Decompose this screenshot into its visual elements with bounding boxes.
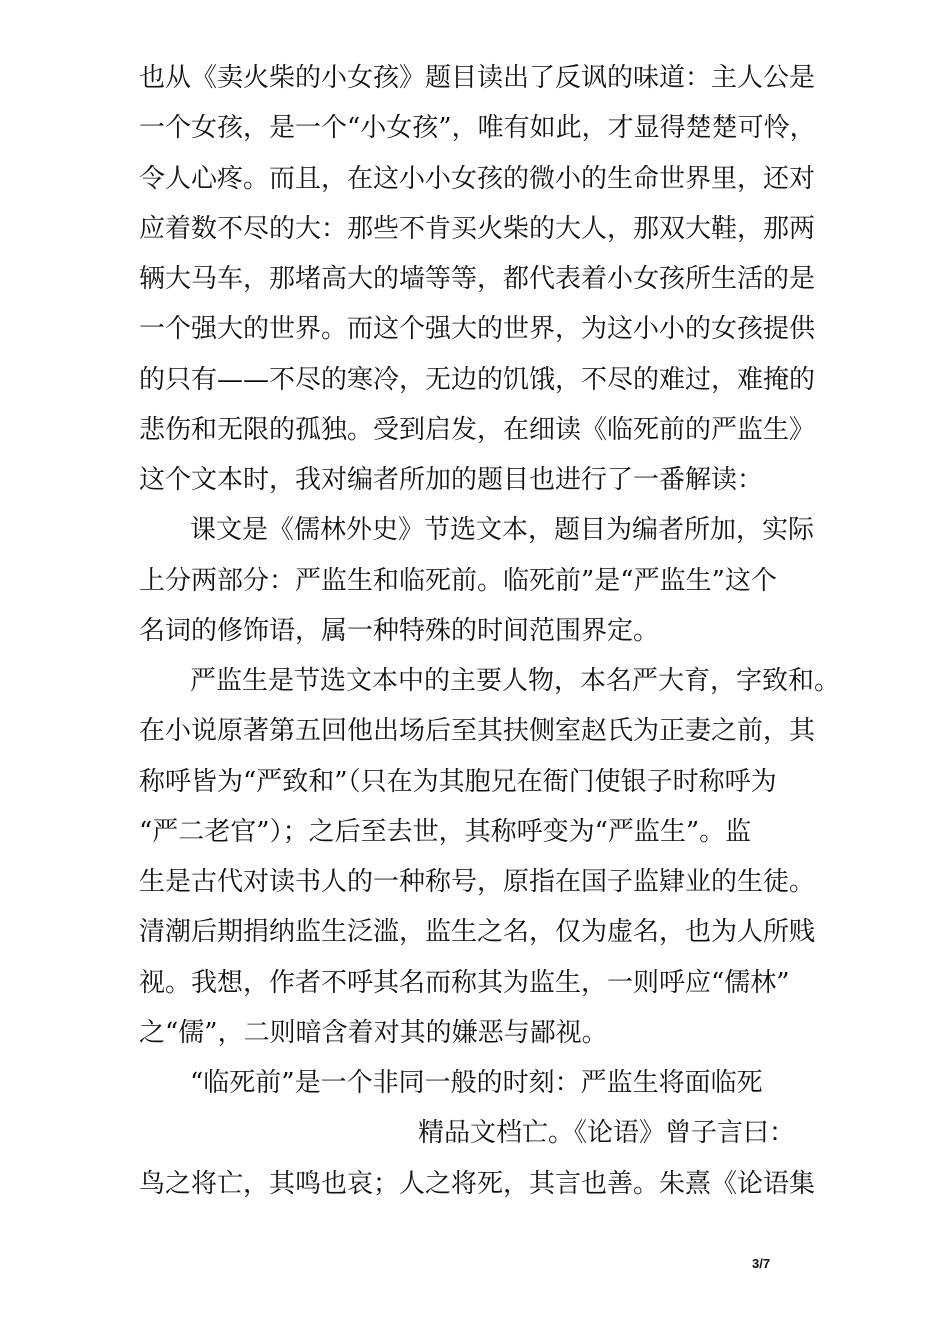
text-line: “严二老官”）；之后至去世，其称呼变为“严监生”。监 (139, 817, 752, 847)
text-line: 一个强大的世界。而这个强大的世界，为这小小的女孩提供 (139, 314, 816, 344)
text-line: 视。我想，作者不呼其名而称其为监生，一则呼应“儒林” (139, 968, 790, 998)
text-line: 这个文本时，我对编者所加的题目也进行了一番解读： (139, 465, 764, 495)
text-line: 精品文档亡。《论语》曾子言曰： (418, 1118, 796, 1148)
paragraph-first-line: 课文是《儒林外史》节选文本，题目为编者所加，实际 (190, 515, 815, 545)
text-line: 称呼皆为“严致和”（只在为其胞兄在衙门使银子时称呼为 (139, 767, 777, 797)
text-line: 辆大马车，那堵高大的墙等等，都代表着小女孩所生活的是 (139, 264, 816, 294)
paragraph-first-line: 严监生是节选文本中的主要人物，本名严大育，字致和。 (190, 666, 841, 696)
text-line: 在小说原著第五回他出场后至其扶侧室赵氏为正妻之前，其 (139, 716, 816, 746)
text-line: 清潮后期捐纳监生泛滥，监生之名，仅为虚名，也为人所贱 (139, 917, 816, 947)
text-line: 令人心疼。而且，在这小小女孩的微小的生命世界里，还对 (139, 164, 816, 194)
text-line: 生是古代对读书人的一种称号，原指在国子监肄业的生徒。 (139, 867, 816, 897)
text-line: 一个女孩，是一个“小女孩”，唯有如此，才显得楚楚可怜， (139, 113, 816, 143)
text-line: 的只有——不尽的寒冷，无边的饥饿，不尽的难过，难掩的 (139, 365, 816, 395)
text-line: 上分两部分：严监生和临死前。临死前”是“严监生”这个 (139, 566, 777, 596)
text-line: 名词的修饰语，属一种特殊的时间范围界定。 (139, 616, 660, 646)
text-line: 也从《卖火柴的小女孩》题目读出了反讽的味道：主人公是 (139, 63, 816, 93)
text-line: 之“儒”，二则暗含着对其的嫌恶与鄙视。 (139, 1018, 608, 1048)
paragraph-first-line: “临死前”是一个非同一般的时刻：严监生将面临死 (190, 1068, 763, 1098)
text-line: 应着数不尽的大：那些不肯买火柴的大人，那双大鞋，那两 (139, 214, 816, 244)
text-line: 鸟之将亡，其鸣也哀；人之将死，其言也善。朱熹《论语集 (139, 1169, 816, 1199)
text-line: 悲伤和无限的孤独。受到启发，在细读《临死前的严监生》 (139, 415, 816, 445)
page-number: 3/7 (752, 1256, 771, 1271)
